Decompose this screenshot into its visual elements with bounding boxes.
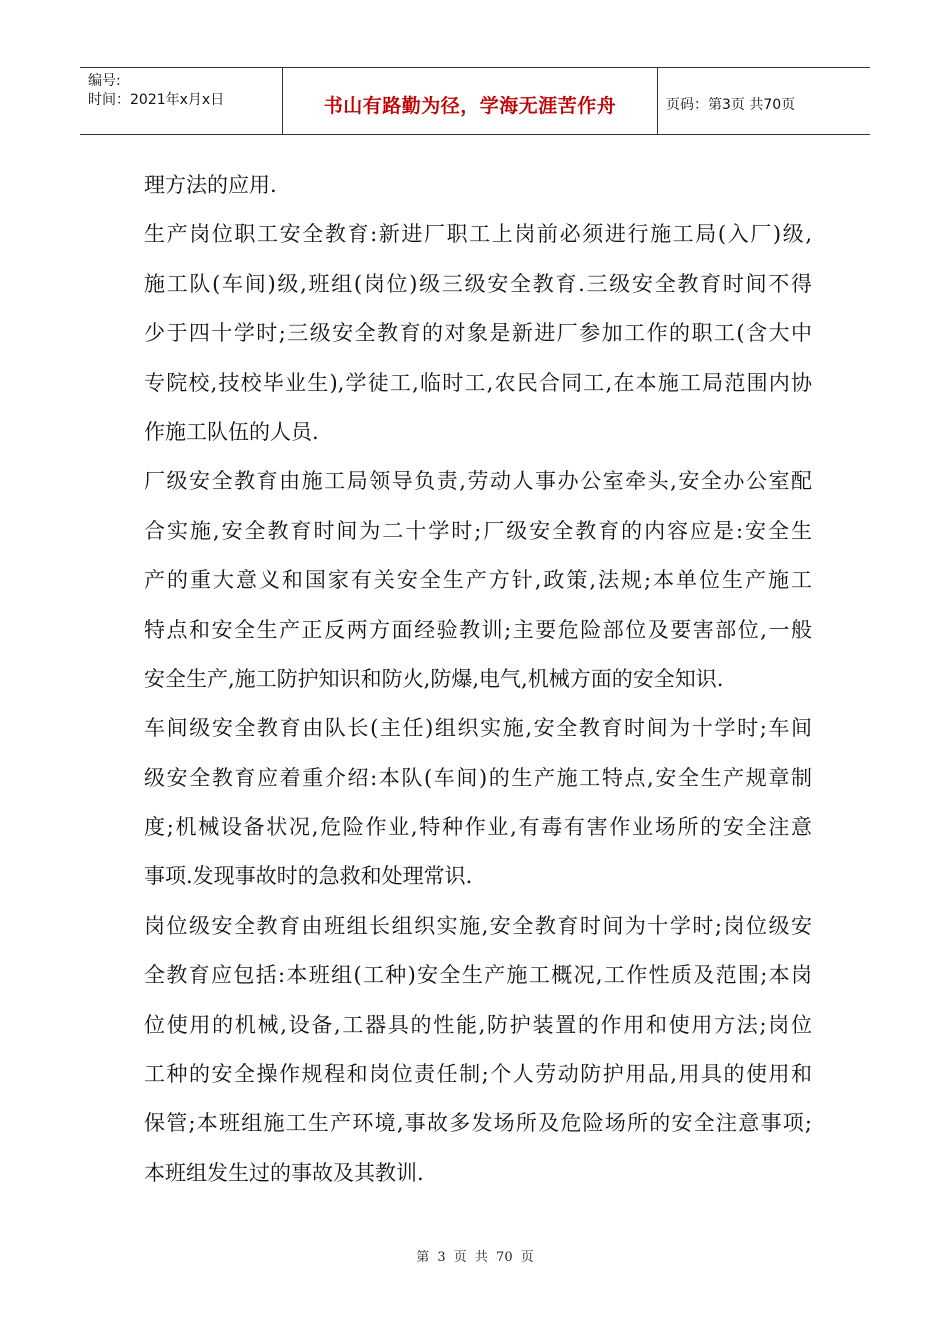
body-line: 工种的安全操作规程和岗位责任制;个人劳动防护用品,用具的使用和 [144, 1062, 812, 1087]
page-footer: 第 3 页 共 70 页 [416, 1250, 534, 1265]
body-line: 全教育应包括:本班组(工种)安全生产施工概况,工作性质及范围;本岗 [144, 963, 812, 988]
header-motto: 书山有路勤为径，学海无涯苦作舟 [283, 68, 658, 134]
page-header [80, 67, 870, 135]
document-date: 时间：2021年x月x日 [88, 92, 225, 108]
body-line: 厂级安全教育由施工局领导负责,劳动人事办公室牵头,安全办公室配 [144, 469, 812, 494]
body-line: 事项.发现事故时的急救和处理常识. [144, 864, 473, 889]
body-line: 合实施,安全教育时间为二十学时;厂级安全教育的内容应是:安全生 [144, 518, 812, 543]
body-line: 车间级安全教育由队长(主任)组织实施,安全教育时间为十学时;车间 [144, 716, 812, 741]
body-line: 级安全教育应着重介绍:本队(车间)的生产施工特点,安全生产规章制 [144, 765, 812, 790]
body-line: 度;机械设备状况,危险作业,特种作业,有毒有害作业场所的安全注意 [144, 815, 812, 840]
body-line: 作施工队伍的人员. [144, 419, 319, 444]
body-line: 专院校,技校毕业生),学徒工,临时工,农民合同工,在本施工局范围内协 [144, 370, 812, 395]
body-line: 位使用的机械,设备,工器具的性能,防护装置的作用和使用方法;岗位 [144, 1012, 812, 1037]
header-meta-cell [80, 68, 283, 134]
header-page-info: 页码：第3页 共70页 [666, 97, 796, 113]
body-line: 保管;本班组施工生产环境,事故多发场所及危险场所的安全注意事项; [144, 1111, 812, 1136]
body-line: 产的重大意义和国家有关安全生产方针,政策,法规;本单位生产施工 [144, 568, 812, 593]
body-line: 施工队(车间)级,班组(岗位)级三级安全教育.三级安全教育时间不得 [144, 271, 812, 296]
body-line: 本班组发生过的事故及其教训. [144, 1160, 424, 1185]
body-line: 理方法的应用. [144, 173, 277, 197]
body-line: 安全生产,施工防护知识和防火,防爆,电气,机械方面的安全知识. [144, 666, 724, 691]
body-line: 生产岗位职工安全教育:新进厂职工上岗前必须进行施工局(入厂)级, [144, 222, 812, 247]
body-line: 岗位级安全教育由班组长组织实施,安全教育时间为十学时;岗位级安 [144, 913, 812, 938]
body-line: 特点和安全生产正反两方面经验教训;主要危险部位及要害部位,一般 [144, 617, 812, 642]
document-body [144, 161, 812, 1198]
document-number-label: 编号: [88, 73, 121, 89]
body-line: 少于四十学时;三级安全教育的对象是新进厂参加工作的职工(含大中 [144, 321, 812, 346]
